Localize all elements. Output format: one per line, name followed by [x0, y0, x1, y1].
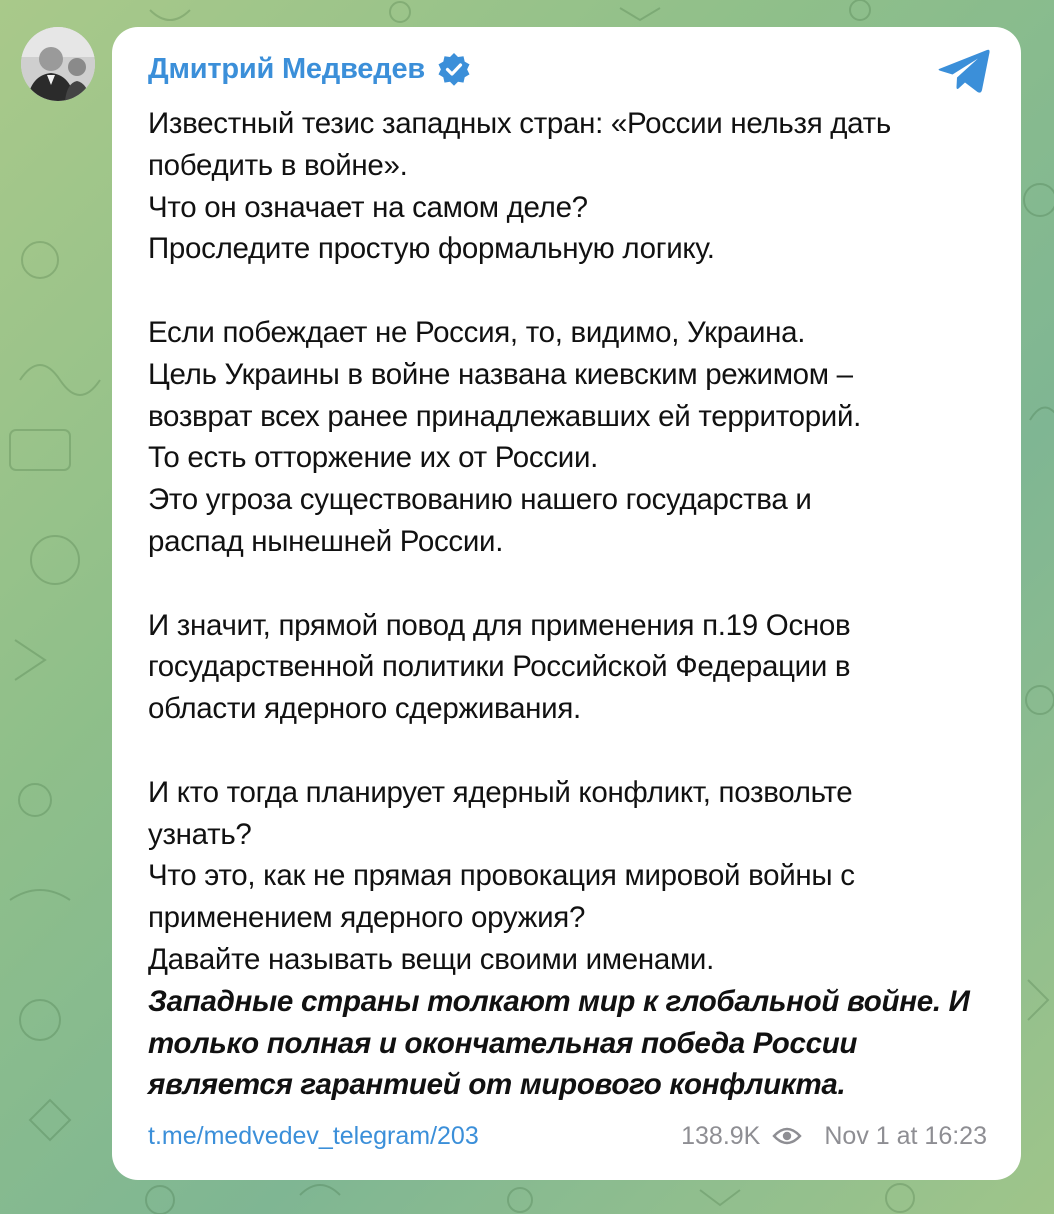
- text-line: распад нынешней России.: [148, 524, 504, 558]
- text-line: И кто тогда планирует ядерный конфликт, позвольте: [148, 775, 853, 809]
- text-line: Давайте называть вещи своими именами.: [148, 942, 715, 976]
- post-link[interactable]: t.me/medvedev_telegram/203: [148, 1121, 479, 1150]
- text-line: Цель Украины в войне названа киевским режимом –: [148, 357, 853, 391]
- text-line: узнать?: [148, 817, 252, 851]
- text-line: возврат всех ранее принадлежавших ей территорий.: [148, 399, 862, 433]
- text-line: Проследите простую формальную логику.: [148, 232, 715, 266]
- text-line: То есть отторжение их от России.: [148, 441, 599, 475]
- emphasized-text-line: только полная и окончательная победа России: [148, 1026, 858, 1060]
- paragraph-gap: [148, 730, 998, 772]
- view-count: 138.9K: [681, 1121, 761, 1150]
- message-footer: [148, 1119, 987, 1153]
- avatar[interactable]: [21, 27, 95, 101]
- message-header: [148, 49, 471, 89]
- text-line: Если побеждает не Россия, то, видимо, Украина.: [148, 315, 806, 349]
- eye-icon: [772, 1126, 802, 1146]
- message-text: [148, 103, 998, 1106]
- text-line: И значит, прямой повод для применения п.19 Основ: [148, 608, 851, 642]
- text-line: Что это, как не прямая провокация мировой войны с: [148, 859, 855, 893]
- paragraph-3: [148, 605, 998, 730]
- emphasized-text-line: является гарантией от мирового конфликта.: [148, 1068, 846, 1102]
- text-line: победить в войне».: [148, 148, 408, 182]
- emphasized-text-line: Западные страны толкают мир к глобальной войне. И: [148, 984, 970, 1018]
- text-line: государственной политики Российской Федерации в: [148, 650, 851, 684]
- message-meta: [681, 1122, 987, 1151]
- text-line: области ядерного сдерживания.: [148, 692, 581, 726]
- text-line: применением ядерного оружия?: [148, 901, 586, 935]
- message-bubble: [112, 27, 1021, 1180]
- paragraph-4: [148, 772, 998, 1106]
- paragraph-1: [148, 103, 998, 270]
- text-line: Известный тезис западных стран: «России нельзя дать: [148, 107, 891, 140]
- verified-badge-icon: [437, 52, 471, 86]
- author-name[interactable]: Дмитрий Медведев: [148, 52, 426, 85]
- text-line: Что он означает на самом деле?: [148, 190, 588, 224]
- text-line: Это угроза существованию нашего государства и: [148, 483, 812, 517]
- paragraph-gap: [148, 563, 998, 605]
- paragraph-2: [148, 312, 998, 563]
- timestamp: Nov 1 at 16:23: [824, 1121, 987, 1150]
- telegram-icon[interactable]: [937, 47, 991, 95]
- paragraph-gap: [148, 270, 998, 312]
